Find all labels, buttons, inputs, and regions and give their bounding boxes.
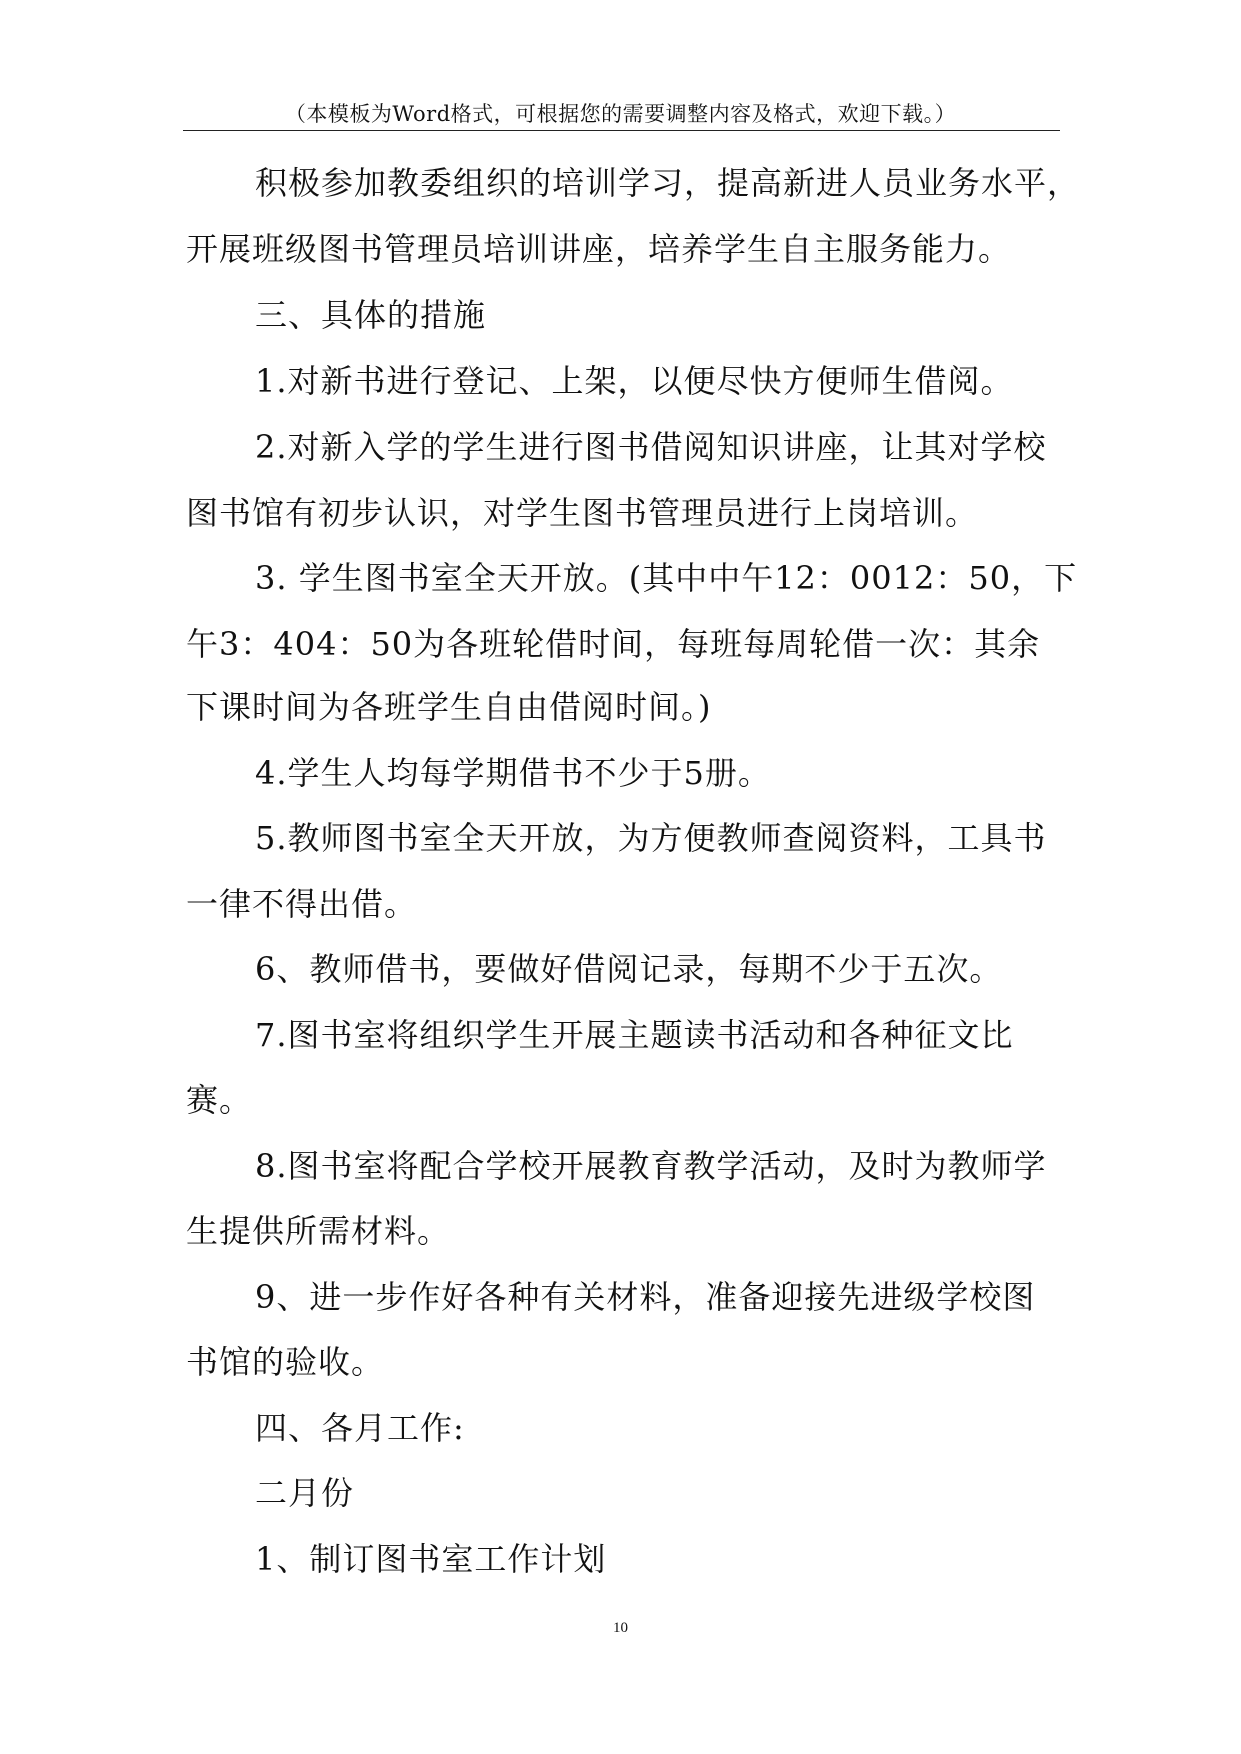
list-item: 3. 学生图书室全天开放。(其中中午12：0012：50，下 bbox=[255, 559, 1078, 597]
section-heading: 三、具体的措施 bbox=[255, 296, 487, 334]
list-item: 7.图书室将组织学生开展主题读书活动和各种征文比 bbox=[255, 1016, 1014, 1054]
month-heading: 二月份 bbox=[255, 1474, 355, 1512]
list-item-continuation: 下课时间为各班学生自由借阅时间。) bbox=[186, 688, 712, 726]
page-number: 10 bbox=[613, 1620, 628, 1636]
list-item: 5.教师图书室全天开放，为方便教师查阅资料，工具书 bbox=[255, 819, 1047, 857]
list-item: 8.图书室将配合学校开展教育教学活动，及时为教师学 bbox=[255, 1147, 1047, 1185]
list-item: 1、制订图书室工作计划 bbox=[255, 1540, 607, 1578]
list-item: 4.学生人均每学期借书不少于5册。 bbox=[255, 754, 771, 792]
header-divider bbox=[183, 130, 1060, 131]
paragraph-line: 开展班级图书管理员培训讲座，培养学生自主服务能力。 bbox=[186, 230, 1012, 268]
list-item-continuation: 午3：404：50为各班轮借时间，每班每周轮借一次：其余 bbox=[186, 625, 1041, 663]
list-item: 2.对新入学的学生进行图书借阅知识讲座，让其对学校 bbox=[255, 428, 1047, 466]
section-heading: 四、各月工作: bbox=[255, 1409, 465, 1447]
list-item-continuation: 图书馆有初步认识，对学生图书管理员进行上岗培训。 bbox=[186, 494, 979, 532]
template-note: （本模板为Word格式，可根据您的需要调整内容及格式，欢迎下载。） bbox=[284, 102, 957, 126]
list-item: 9、进一步作好各种有关材料，准备迎接先进级学校图 bbox=[255, 1278, 1036, 1316]
list-item-continuation: 书馆的验收。 bbox=[186, 1343, 385, 1381]
list-item-continuation: 生提供所需材料。 bbox=[186, 1212, 451, 1250]
list-item: 6、教师借书，要做好借阅记录，每期不少于五次。 bbox=[255, 950, 1003, 988]
list-item-continuation: 赛。 bbox=[186, 1081, 253, 1119]
paragraph-line: 积极参加教委组织的培训学习，提高新进人员业务水平， bbox=[255, 164, 1081, 202]
list-item: 1.对新书进行登记、上架，以便尽快方便师生借阅。 bbox=[255, 362, 1014, 400]
list-item-continuation: 一律不得出借。 bbox=[186, 885, 418, 923]
